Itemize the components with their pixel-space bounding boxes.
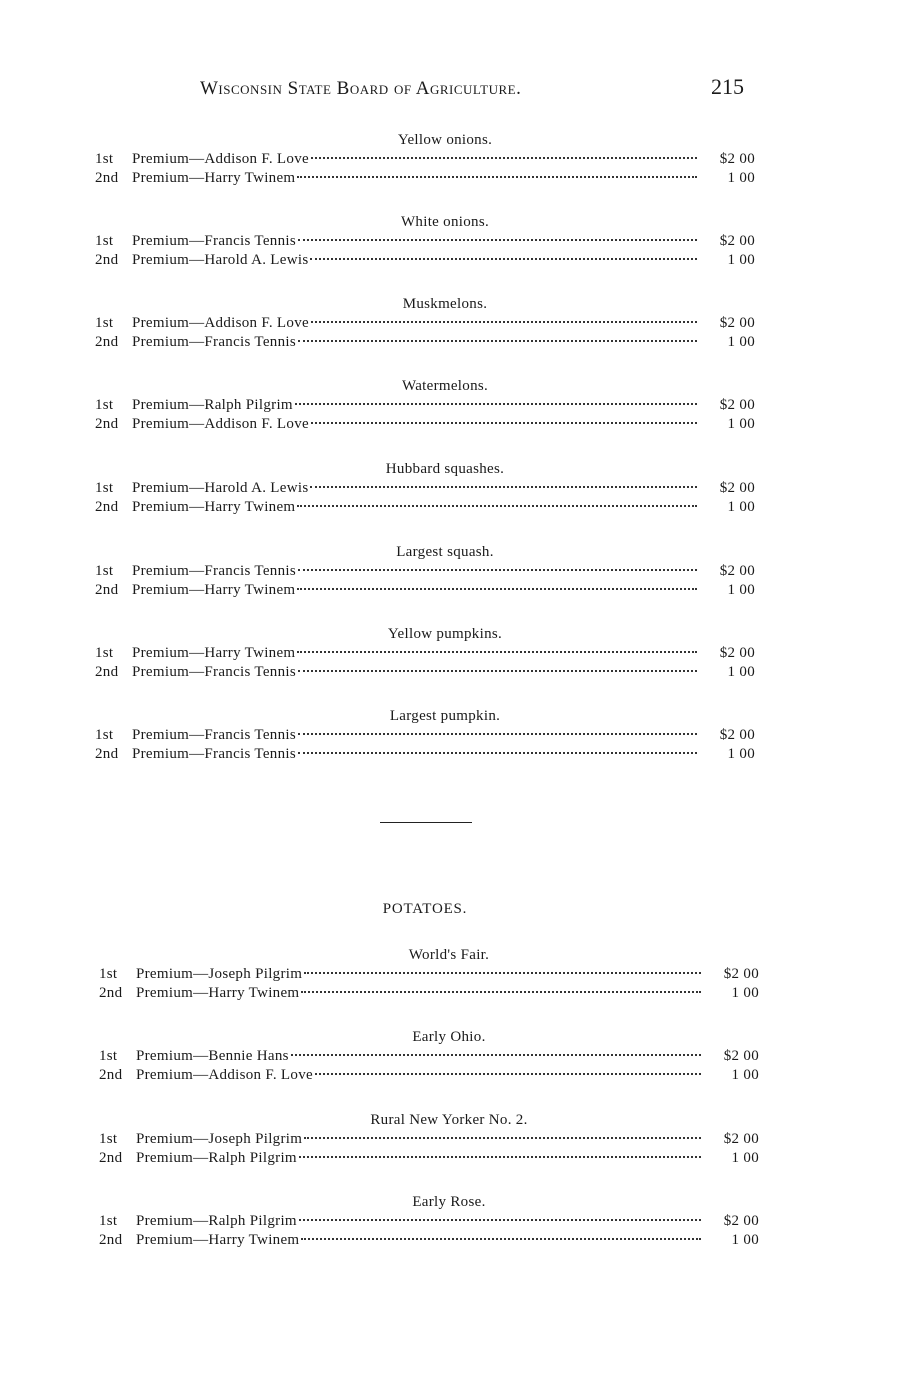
premium-entry: [95, 333, 755, 352]
dot-leader: [301, 991, 701, 993]
category-block: [99, 1111, 759, 1168]
place-label: 2nd: [99, 985, 123, 1001]
place-label: 2nd: [95, 499, 119, 515]
premium-winner: Premium—Harry Twinem: [132, 582, 296, 598]
dot-leader: [298, 340, 697, 342]
dot-leader: [304, 1137, 701, 1139]
category-block: [95, 543, 755, 600]
premium-entry: [95, 415, 755, 434]
place-label: 2nd: [95, 582, 119, 598]
premium-amount: $2 00: [719, 233, 755, 249]
category-title: Yellow onions.: [397, 132, 493, 148]
place-label: 1st: [99, 1213, 118, 1229]
section-divider: [380, 822, 472, 823]
premium-amount: $2 00: [723, 1131, 759, 1147]
premium-entry: [95, 251, 755, 270]
premium-winner: Premium—Francis Tennis: [132, 334, 297, 350]
premium-amount: 1 00: [731, 1067, 759, 1083]
dot-leader: [297, 505, 697, 507]
premium-amount: $2 00: [723, 1213, 759, 1229]
dot-leader: [299, 1156, 701, 1158]
premium-winner: Premium—Addison F. Love: [132, 416, 309, 432]
dot-leader: [310, 486, 697, 488]
category-title: Rural New Yorker No. 2.: [370, 1112, 528, 1128]
premium-entry: [99, 1130, 759, 1149]
place-label: 1st: [95, 233, 114, 249]
premium-winner: Premium—Joseph Pilgrim: [136, 966, 303, 982]
premium-winner: Premium—Addison F. Love: [132, 315, 309, 331]
premium-entry: [95, 479, 755, 498]
dot-leader: [295, 403, 697, 405]
premium-amount: 1 00: [727, 746, 755, 762]
premium-winner: Premium—Harry Twinem: [136, 985, 300, 1001]
premium-winner: Premium—Joseph Pilgrim: [136, 1131, 303, 1147]
dot-leader: [298, 733, 697, 735]
premium-amount: $2 00: [719, 727, 755, 743]
place-label: 1st: [99, 966, 118, 982]
place-label: 1st: [95, 645, 114, 661]
premium-amount: $2 00: [719, 397, 755, 413]
place-label: 1st: [95, 563, 114, 579]
dot-leader: [298, 239, 697, 241]
dot-leader: [291, 1054, 701, 1056]
premium-winner: Premium—Ralph Pilgrim: [132, 397, 293, 413]
dot-leader: [315, 1073, 701, 1075]
page-number: 215: [711, 74, 744, 99]
premium-entry: [95, 745, 755, 764]
premium-amount: 1 00: [731, 985, 759, 1001]
place-label: 2nd: [99, 1067, 123, 1083]
premium-entry: [95, 169, 755, 188]
premium-amount: 1 00: [731, 1232, 759, 1248]
place-label: 2nd: [95, 746, 119, 762]
premium-amount: $2 00: [723, 1048, 759, 1064]
premium-amount: $2 00: [719, 315, 755, 331]
dot-leader: [297, 176, 697, 178]
running-head-title: Wisconsin State Board of Agriculture.: [200, 78, 522, 99]
premium-entry: [95, 396, 755, 415]
place-label: 2nd: [95, 664, 119, 680]
dot-leader: [297, 588, 697, 590]
dot-leader: [310, 258, 697, 260]
premium-entry: [95, 314, 755, 333]
premium-winner: Premium—Harold A. Lewis: [132, 252, 309, 268]
category-title: Early Ohio.: [412, 1029, 486, 1045]
category-block: [95, 295, 755, 352]
premium-winner: Premium—Francis Tennis: [132, 233, 297, 249]
premium-winner: Premium—Francis Tennis: [132, 563, 297, 579]
category-block: [99, 1028, 759, 1085]
dot-leader: [311, 422, 697, 424]
premium-entry: [95, 150, 755, 169]
category-block: [95, 460, 755, 517]
premium-amount: 1 00: [727, 416, 755, 432]
place-label: 1st: [95, 727, 114, 743]
category-block: [95, 131, 755, 188]
premium-entry: [95, 726, 755, 745]
premium-amount: 1 00: [727, 664, 755, 680]
premium-entry: [95, 498, 755, 517]
place-label: 2nd: [99, 1150, 123, 1166]
dot-leader: [297, 651, 697, 653]
dot-leader: [311, 157, 697, 159]
category-block: [95, 707, 755, 764]
premium-entry: [95, 663, 755, 682]
premium-winner: Premium—Addison F. Love: [132, 151, 309, 167]
dot-leader: [298, 752, 697, 754]
page-header: [0, 74, 900, 104]
category-block: [95, 213, 755, 270]
premium-amount: $2 00: [719, 563, 755, 579]
premium-amount: 1 00: [727, 252, 755, 268]
premium-amount: 1 00: [727, 170, 755, 186]
premium-winner: Premium—Francis Tennis: [132, 664, 297, 680]
premium-amount: 1 00: [731, 1150, 759, 1166]
premium-entry: [99, 1212, 759, 1231]
place-label: 1st: [95, 315, 114, 331]
dot-leader: [299, 1219, 701, 1221]
premium-entry: [99, 1066, 759, 1085]
category-block: [95, 377, 755, 434]
dot-leader: [298, 670, 697, 672]
category-block: [99, 946, 759, 1003]
place-label: 2nd: [95, 334, 119, 350]
category-title: Largest pumpkin.: [389, 708, 501, 724]
place-label: 2nd: [95, 170, 119, 186]
place-label: 2nd: [95, 416, 119, 432]
premium-winner: Premium—Francis Tennis: [132, 727, 297, 743]
premium-winner: Premium—Ralph Pilgrim: [136, 1213, 297, 1229]
dot-leader: [301, 1238, 701, 1240]
premium-winner: Premium—Harry Twinem: [132, 645, 296, 661]
dot-leader: [304, 972, 701, 974]
premium-amount: $2 00: [719, 151, 755, 167]
premium-entry: [95, 562, 755, 581]
category-title: Early Rose.: [412, 1194, 486, 1210]
premium-entry: [95, 644, 755, 663]
premium-winner: Premium—Harry Twinem: [136, 1232, 300, 1248]
category-title: Watermelons.: [401, 378, 489, 394]
category-title: World's Fair.: [408, 947, 490, 963]
place-label: 1st: [99, 1131, 118, 1147]
premium-winner: Premium—Harry Twinem: [132, 499, 296, 515]
premium-entry: [99, 1047, 759, 1066]
premium-winner: Premium—Addison F. Love: [136, 1067, 313, 1083]
premium-winner: Premium—Ralph Pilgrim: [136, 1150, 297, 1166]
premium-amount: $2 00: [719, 480, 755, 496]
premium-amount: $2 00: [723, 966, 759, 982]
premium-entry: [99, 965, 759, 984]
premium-amount: 1 00: [727, 582, 755, 598]
premium-winner: Premium—Bennie Hans: [136, 1048, 289, 1064]
category-block: [99, 1193, 759, 1250]
premium-entry: [99, 1231, 759, 1250]
place-label: 1st: [99, 1048, 118, 1064]
section-heading: [0, 901, 900, 918]
premium-winner: Premium—Harry Twinem: [132, 170, 296, 186]
category-block: [95, 625, 755, 682]
place-label: 1st: [95, 397, 114, 413]
premium-entry: [95, 581, 755, 600]
place-label: 1st: [95, 151, 114, 167]
premium-entry: [95, 232, 755, 251]
category-title: Hubbard squashes.: [385, 461, 505, 477]
premium-amount: 1 00: [727, 334, 755, 350]
category-title: Muskmelons.: [402, 296, 488, 312]
premium-entry: [99, 984, 759, 1003]
category-title: Yellow pumpkins.: [387, 626, 503, 642]
category-title: Largest squash.: [396, 544, 494, 560]
category-title: White onions.: [400, 214, 490, 230]
premium-entry: [99, 1149, 759, 1168]
place-label: 2nd: [99, 1232, 123, 1248]
section-heading-text: POTATOES.: [382, 901, 468, 917]
premium-winner: Premium—Harold A. Lewis: [132, 480, 309, 496]
premium-winner: Premium—Francis Tennis: [132, 746, 297, 762]
place-label: 1st: [95, 480, 114, 496]
premium-amount: $2 00: [719, 645, 755, 661]
premium-amount: 1 00: [727, 499, 755, 515]
dot-leader: [298, 569, 697, 571]
place-label: 2nd: [95, 252, 119, 268]
dot-leader: [311, 321, 697, 323]
